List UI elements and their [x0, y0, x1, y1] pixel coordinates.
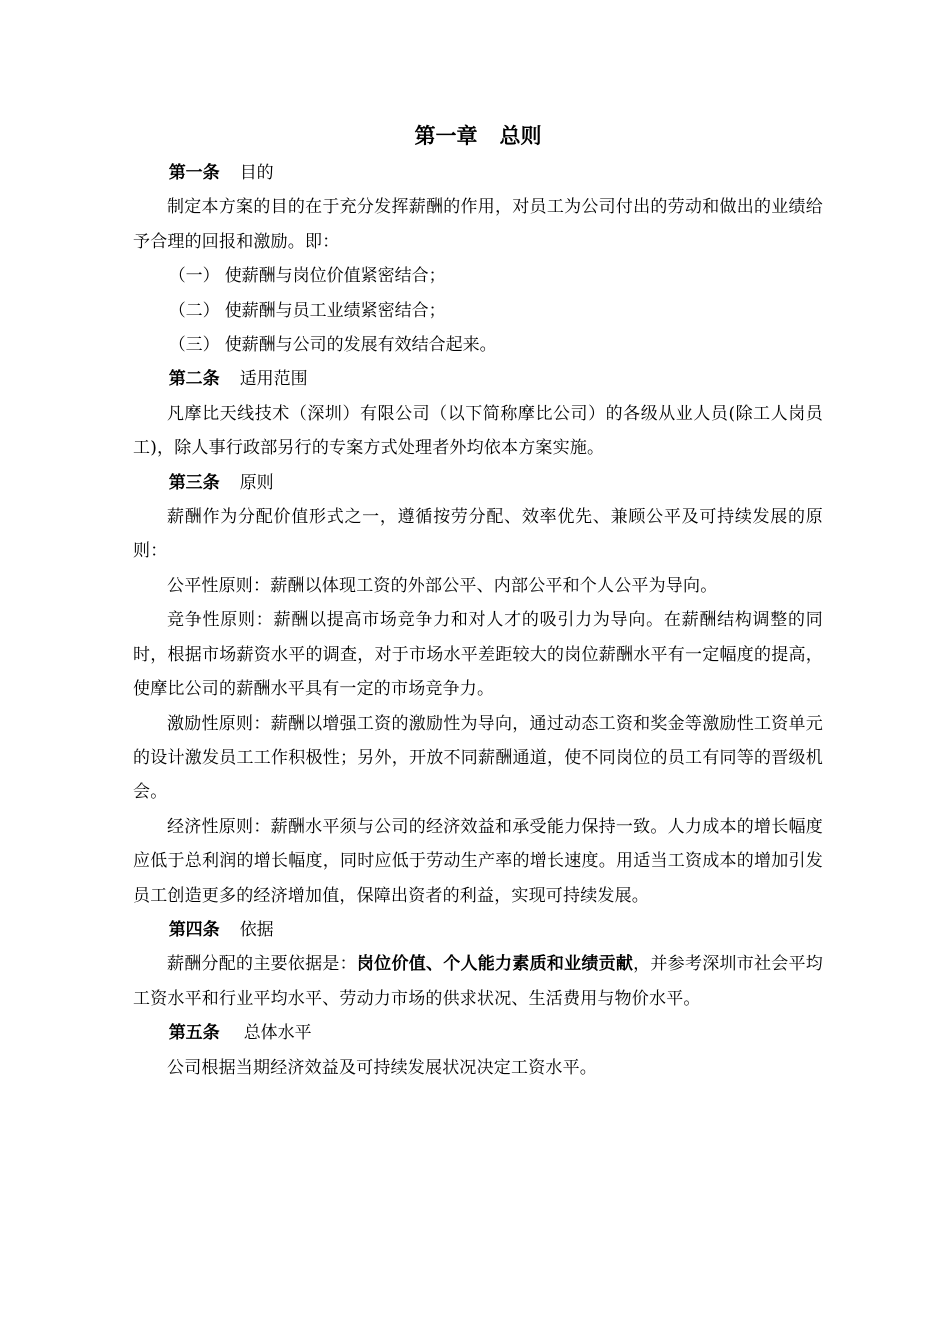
article-3-number: 第三条	[168, 472, 220, 493]
list-item-text: 使薪酬与员工业绩紧密结合；	[224, 300, 446, 321]
article-2-paragraph: 凡摩比天线技术（深圳）有限公司（以下简称摩比公司）的各级从业人员(除工人岗员工)，除人事行政部另行的专案方式处理者外均依本方案实施。	[133, 403, 823, 459]
document-body	[133, 120, 823, 1085]
article-2-title: 适用范围	[239, 369, 308, 390]
article-1-title: 目的	[239, 163, 274, 183]
article-5-paragraph: 公司根据当期经济效益及可持续发展状况决定工资水平。	[167, 1057, 597, 1078]
principle-competitiveness: 竞争性原则：薪酬以提高市场竞争力和对人才的吸引力为导向。在薪酬结构调整的同时，根据市场薪资水平的调查，对于市场水平差距较大的岗位薪酬水平有一定幅度的提高，使摩比公司的薪酬水平具有一定的市场竞争力。	[133, 610, 823, 700]
article-5-title: 总体水平	[243, 1023, 312, 1044]
article-1-paragraph: 制定本方案的目的在于充分发挥薪酬的作用，对员工为公司付出的劳动和做出的业绩给予合理的回报和激励。即：	[133, 197, 823, 252]
article-1-heading	[133, 156, 823, 190]
principle-fairness: 公平性原则：薪酬以体现工资的外部公平、内部公平和个人公平为导向。	[167, 575, 718, 596]
article-2-heading	[133, 362, 823, 396]
list-item-marker: （一）	[168, 266, 220, 287]
article-2-number: 第二条	[168, 369, 220, 390]
list-item	[133, 328, 823, 362]
list-item-marker: （三）	[168, 335, 220, 356]
article-5-heading	[133, 1016, 823, 1050]
article-4-number: 第四条	[168, 919, 220, 940]
list-item-text: 使薪酬与岗位价值紧密结合；	[224, 266, 446, 287]
article-4-emphasis: 岗位价值、个人能力素质和业绩贡献	[356, 954, 634, 975]
chapter-name: 总则	[499, 123, 542, 148]
list-item	[133, 294, 823, 328]
list-item	[133, 259, 823, 293]
article-4-paragraph	[133, 947, 823, 1016]
article-4-text-after: ，并参考深圳市社会平均工资水平和行业平均水平、劳动力市场的供求状况、生活费用与物价水平。	[133, 954, 824, 1009]
article-4-title: 依据	[239, 919, 274, 940]
article-1-number: 第一条	[168, 163, 220, 183]
article-3-title: 原则	[239, 472, 274, 493]
article-3-heading	[133, 466, 823, 500]
principle-incentive: 激励性原则：薪酬以增强工资的激励性为导向，通过动态工资和奖金等激励性工资单元的设计激发员工工作积极性；另外，开放不同薪酬通道，使不同岗位的员工有同等的晋级机会。	[133, 713, 823, 803]
chapter-number: 第一章	[414, 123, 478, 148]
article-5-number: 第五条	[168, 1023, 220, 1044]
list-item-marker: （二）	[168, 300, 220, 321]
article-3-paragraph: 薪酬作为分配价值形式之一，遵循按劳分配、效率优先、兼顾公平及可持续发展的原则：	[133, 507, 823, 562]
article-4-heading	[133, 913, 823, 947]
article-4-text-before: 薪酬分配的主要依据是：	[167, 954, 357, 975]
principle-economy: 经济性原则：薪酬水平须与公司的经济效益和承受能力保持一致。人力成本的增长幅度应低于总利润的增长幅度，同时应低于劳动生产率的增长速度。用适当工资成本的增加引发员工创造更多的经济增加值，保障出资者的利益，实现可持续发展。	[133, 816, 823, 906]
chapter-title	[133, 120, 823, 152]
list-item-text: 使薪酬与公司的发展有效结合起来。	[224, 335, 497, 356]
